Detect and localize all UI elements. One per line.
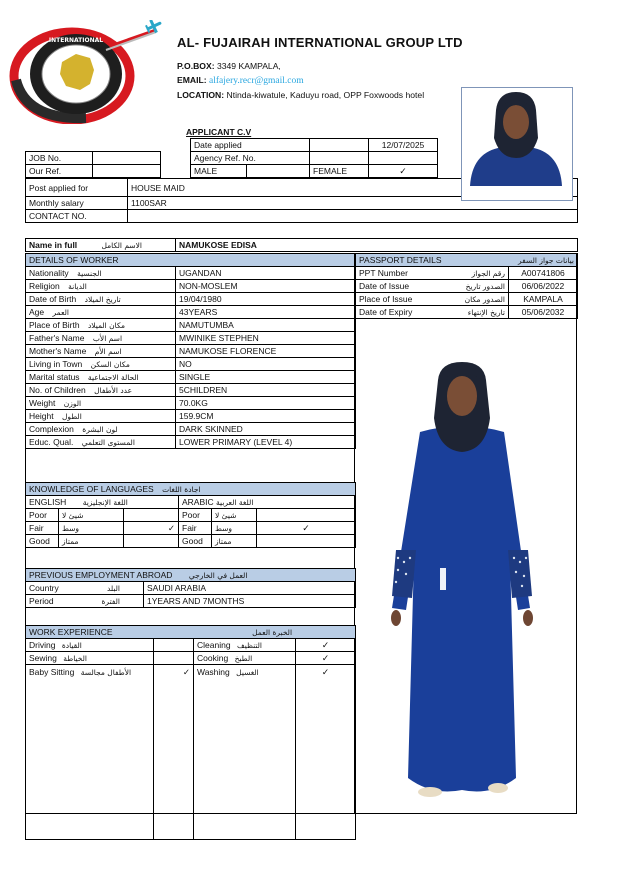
post-value: HOUSE MAID [128,179,578,197]
passport-label-cell [356,280,509,293]
english-level-label-ar: وسط [59,522,124,535]
experience-right-label-cell [194,652,296,665]
arabic-level-label: Good [179,535,212,548]
name-label-ar: الاسم الكامل [101,240,142,250]
passport-label-cell [356,267,509,280]
worker-label-ar: لون البشرة [82,425,118,434]
arabic-level-label-ar: ممتاز [212,535,257,548]
arabic-level-label-ar: شيئ لا [212,509,257,522]
pobox-value: 3349 KAMPALA, [216,61,281,71]
experience-left-label: Baby Sitting [29,667,75,677]
english-level-check [124,509,179,522]
english-level-label: Poor [26,509,59,522]
worker-label: Nationality [29,268,69,278]
worker-label-cell [26,436,176,449]
arabic-level-check [257,509,356,522]
employment-section-title-cell [26,569,356,582]
worker-label-cell [26,332,176,345]
worker-label-ar: اسم الأم [94,347,122,356]
experience-right-label-cell [194,665,296,840]
language-level-row [26,535,356,548]
passport-label-cell [356,293,509,306]
arabic-level-label: Fair [179,522,212,535]
passport-label: PPT Number [359,268,408,278]
experience-right-label: Cleaning [197,640,231,650]
worker-label-ar: اسم الأب [92,334,123,343]
passport-label-ar: تاريخ الإنتهاء [467,307,505,317]
pobox-line [177,59,424,73]
experience-left-check [154,639,194,652]
worker-label: Religion [29,281,60,291]
english-level-label: Good [26,535,59,548]
passport-section-title: PASSPORT DETAILS [359,255,442,265]
experience-right-label-ar: الغسيل [236,668,259,677]
email-link[interactable]: alfajery.recr@gmail.com [209,76,304,86]
country-label-ar: البلد [106,583,120,593]
worker-label: Complexion [29,424,74,434]
passport-value: A00741806 [509,267,578,280]
name-table [25,238,578,252]
arabic-level-label-ar: وسط [212,522,257,535]
worker-label: Living in Town [29,359,83,369]
experience-section-title-ar: الخبرة العمل [252,627,293,637]
application-info-table [190,138,438,178]
worker-row [26,319,356,332]
arabic-label-ar: اللغة العربية [216,498,254,507]
page-title: APPLICANT C.V [186,127,252,137]
experience-row [26,652,356,665]
full-body-photo [382,358,542,800]
worker-label-cell [26,358,176,371]
salary-value: 1100SAR [128,197,578,210]
worker-value: 19/04/1980 [176,293,356,306]
name-value: NAMUKOSE EDISA [176,239,578,252]
passport-label-ar: رقم الجواز [471,268,505,278]
worker-row [26,410,356,423]
our-ref-label: Our Ref. [26,165,93,178]
worker-value: UGANDAN [176,267,356,280]
period-value: 1YEARS AND 7MONTHS [144,595,356,608]
experience-left-check [154,652,194,665]
experience-right-label: Cooking [197,653,229,663]
worker-label-ar: مكان السكن [90,360,130,369]
experience-right-check: ✓ [296,665,356,840]
company-contact [177,59,424,102]
experience-right-check: ✓ [296,639,356,652]
arabic-header [179,496,356,509]
passport-section-title-ar: بيانات جواز السفر [517,255,574,265]
location-label: LOCATION: [177,90,225,100]
worker-label-ar: مكان الميلاد [87,321,126,330]
worker-value: MWINIKE STEPHEN [176,332,356,345]
passport-value: 05/06/2032 [509,306,578,319]
worker-row [26,306,356,319]
english-header [26,496,179,509]
arabic-level-label: Poor [179,509,212,522]
worker-label-ar: عدد الأطفال [94,386,133,395]
passport-label: Date of Issue [359,281,410,291]
english-level-label-ar: ممتاز [59,535,124,548]
language-level-row [26,509,356,522]
worker-label-ar: المستوى التعلمي [81,438,135,447]
experience-left-label: Sewing [29,653,57,663]
passport-details-table [355,253,578,319]
worker-value: LOWER PRIMARY (LEVEL 4) [176,436,356,449]
svg-text:INTERNATIONAL: INTERNATIONAL [48,37,104,44]
worker-label: Father's Name [29,333,85,343]
our-ref-value [93,165,161,178]
worker-value: 70.0KG [176,397,356,410]
job-no-value [93,152,161,165]
country-value: SAUDI ARABIA [144,582,356,595]
experience-right-label-ar: التنظيف [236,641,263,650]
experience-left-label-cell [26,665,154,840]
passport-label: Place of Issue [359,294,413,304]
worker-label-ar: الطول [61,412,82,421]
worker-label: Marital status [29,372,80,382]
worker-label: Educ. Qual. [29,437,74,447]
date-applied-value: 12/07/2025 [369,139,438,152]
english-label: ENGLISH [29,497,67,507]
experience-section-title-cell [26,626,356,639]
worker-value: NAMUTUMBA [176,319,356,332]
date-applied-label: Date applied [191,139,310,152]
passport-photo [461,87,573,201]
english-label-ar: اللغة الإنجليزية [82,498,128,507]
experience-left-check: ✓ [154,665,194,840]
passport-section-title-cell [356,254,578,267]
name-label: Name in full [29,240,78,250]
name-label-cell [26,239,176,252]
passport-value: KAMPALA [509,293,578,306]
experience-row [26,639,356,652]
worker-label: Weight [29,398,56,408]
languages-section-title-ar: اجادة اللغات [162,485,201,494]
worker-row [26,397,356,410]
worker-details-table [25,253,356,449]
worker-value: 43YEARS [176,306,356,319]
worker-label-ar: الجنسية [77,269,102,278]
experience-row [26,665,356,840]
email-label: EMAIL: [177,75,207,85]
languages-section-title: KNOWLEDGE OF LANGUAGES [29,484,154,494]
experience-section-title: WORK EXPERIENCE [29,627,113,637]
passport-row [356,267,578,280]
worker-label-cell [26,384,176,397]
worker-row [26,293,356,306]
male-label: MALE [191,165,247,178]
worker-value: DARK SKINNED [176,423,356,436]
language-level-row [26,522,356,535]
post-label: Post applied for [26,179,128,197]
worker-value: 159.9CM [176,410,356,423]
languages-table [25,482,356,548]
arabic-level-check: ✓ [257,522,356,535]
english-level-check [124,535,179,548]
pobox-label: P.O.BOX: [177,61,215,71]
worker-row [26,423,356,436]
passport-value: 06/06/2022 [509,280,578,293]
experience-right-check: ✓ [296,652,356,665]
worker-label-cell [26,306,176,319]
languages-section-title-cell [26,483,356,496]
worker-label: Mother's Name [29,346,87,356]
job-no-label: JOB No. [26,152,93,165]
female-checkmark: ✓ [369,165,438,178]
worker-label: Age [29,307,45,317]
worker-label-cell [26,345,176,358]
salary-label: Monthly salary [26,197,128,210]
worker-value: SINGLE [176,371,356,384]
experience-right-label: Washing [197,667,230,677]
experience-right-label-ar: الطبخ [234,654,253,663]
job-ref-table [25,151,161,178]
male-value [247,165,310,178]
worker-label-ar: الديانة [68,282,87,291]
period-label-cell [26,595,144,608]
worker-label-cell [26,410,176,423]
passport-label-cell [356,306,509,319]
english-level-check: ✓ [124,522,179,535]
worker-label-cell [26,371,176,384]
passport-label: Date of Expiry [359,307,413,317]
agency-ref-value [369,152,438,165]
worker-label-ar: العمر [52,308,69,317]
experience-left-label-ar: القيادة [61,641,82,650]
worker-row [26,345,356,358]
employment-section-title: PREVIOUS EMPLOYMENT ABROAD [29,570,173,580]
worker-row [26,280,356,293]
arabic-label: ARABIC [182,497,214,507]
passport-label-ar: الصدور تاريخ [465,281,505,291]
experience-left-label: Driving [29,640,56,650]
experience-left-label-ar: الخياطة [63,654,88,663]
worker-label: Height [29,411,54,421]
worker-label-ar: الوزن [63,399,82,408]
company-logo [6,20,170,124]
worker-label-cell [26,319,176,332]
worker-value: NON-MOSLEM [176,280,356,293]
english-level-label: Fair [26,522,59,535]
experience-right-label-cell [194,639,296,652]
experience-left-label-cell [26,652,154,665]
country-label: Country [29,583,59,593]
arabic-level-check [257,535,356,548]
company-name: AL- FUJAIRAH INTERNATIONAL GROUP LTD [177,35,463,50]
worker-row [26,384,356,397]
contact-label: CONTACT NO. [26,210,128,223]
worker-section-title: DETAILS OF WORKER [26,254,356,267]
period-label: Period [29,596,54,606]
worker-label: Place of Birth [29,320,80,330]
worker-row [26,358,356,371]
worker-value: NO [176,358,356,371]
experience-left-label-cell [26,639,154,652]
english-level-label-ar: شيئ لا [59,509,124,522]
passport-row [356,306,578,319]
period-label-ar: الفترة [101,596,120,606]
worker-row [26,436,356,449]
worker-label-ar: تاريخ الميلاد [84,295,121,304]
agency-ref-label: Agency Ref. No. [191,152,310,165]
empty-cell [310,139,369,152]
worker-label-ar: الحالة الاجتماعية [87,373,139,382]
worker-row [26,332,356,345]
email-line [177,73,424,88]
worker-label-cell [26,267,176,280]
contact-value [128,210,578,223]
worker-label-cell [26,423,176,436]
worker-label: No. of Children [29,385,86,395]
passport-row [356,293,578,306]
empty-cell [310,152,369,165]
worker-value: NAMUKOSE FLORENCE [176,345,356,358]
work-experience-table [25,625,356,840]
country-label-cell [26,582,144,595]
worker-label-cell [26,293,176,306]
female-label: FEMALE [310,165,369,178]
worker-value: 5CHILDREN [176,384,356,397]
worker-label-cell [26,397,176,410]
employment-section-title-ar: العمل في الخارجي [188,571,248,580]
worker-label: Date of Birth [29,294,77,304]
worker-row [26,267,356,280]
location-line [177,88,424,102]
worker-label-cell [26,280,176,293]
location-value: Ntinda-kiwatule, Kaduyu road, OPP Foxwoods hotel [226,90,425,100]
employment-table [25,568,356,608]
passport-label-ar: الصدور مكان [464,294,505,304]
experience-left-label-ar: الأطفال مجالسة [80,668,132,677]
passport-row [356,280,578,293]
worker-row [26,371,356,384]
